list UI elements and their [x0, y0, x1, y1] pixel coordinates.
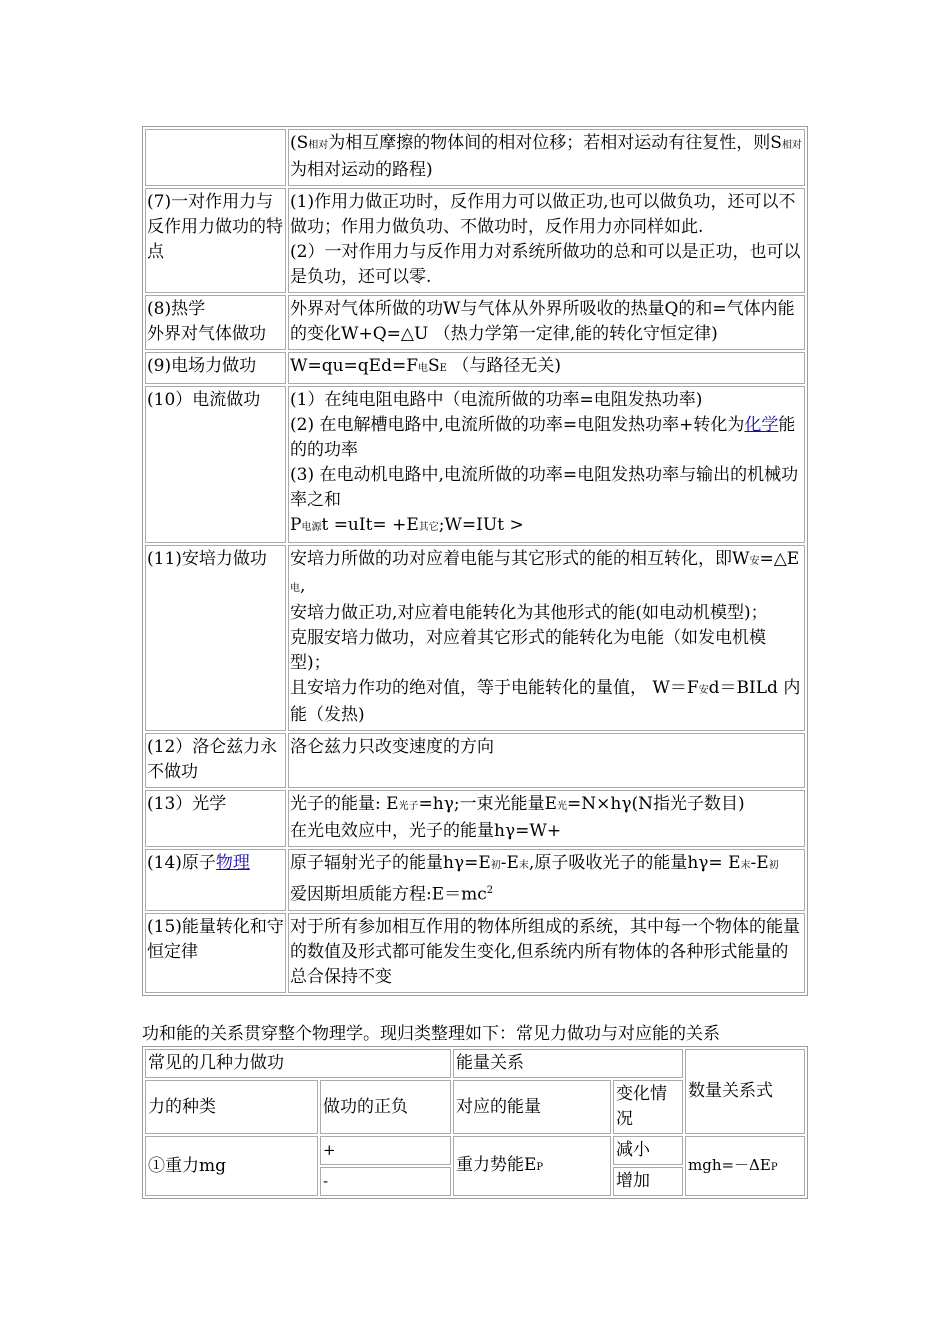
row-label-lorentz: (12）洛仑兹力永不做功 — [145, 733, 286, 788]
change-increase: 增加 — [613, 1167, 683, 1196]
header-energy-relation: 能量关系 — [453, 1049, 683, 1078]
formula-gravity: mgh=－ΔEP — [685, 1136, 805, 1196]
header-common-forces: 常见的几种力做功 — [145, 1049, 451, 1078]
row-label-empty — [145, 129, 286, 186]
energy-conservation-content: 对于所有参加相互作用的物体所组成的系统，其中每一个物体的能量的数值及形式都可能发生变化,但系统内所有物体的各种形式能量的总合保持不变 — [288, 913, 805, 993]
work-energy-table — [142, 126, 808, 996]
physics-link[interactable]: 物理 — [215, 853, 250, 873]
table-row — [145, 386, 805, 543]
intro-paragraph: 功和能的关系贯穿整个物理学。现归类整理如下：常见力做功与对应能的关系 — [142, 1024, 720, 1044]
work-sign-positive: + — [320, 1136, 451, 1165]
atomic-physics-content: 原子辐射光子的能量hγ=E初-E末,原子吸收光子的能量hγ= E末-E初 爱因斯坦质能方程$:E=mc^2$ — [288, 849, 805, 911]
table-header-row — [145, 1049, 805, 1078]
ampere-force-content: 安培力所做的功对应着电能与其它形式的能的相互转化，即W安=△E电, 安培力做正功,对应着电能转化为其他形式的能(如电动机模型)； 克服安培力做功，对应着其它形式的能转化为电能（如发电机模型)； 且安培力作功的绝对值，等于电能转化的量值， W＝F安d＝BILd 内能（发热) — [288, 545, 805, 731]
relative-displacement-note: (S相对为相互摩擦的物体间的相对位移；若相对运动有往复性，则S相对为相对运动的路程) — [288, 129, 805, 186]
table-row — [145, 188, 805, 293]
thermodynamics-content: 外界对气体所做的功W与气体从外界所吸收的热量Q的和=气体内能的变化W+Q=△U （热力学第一定律,能的转化守恒定律) — [288, 295, 805, 350]
table-row — [145, 849, 805, 911]
table-row — [145, 1136, 805, 1165]
table-row — [145, 295, 805, 350]
energy-gravitational-potential: 重力势能EP — [453, 1136, 611, 1196]
row-label-ampere-force: (11)安培力做功 — [145, 545, 286, 731]
row-label-energy-conservation: (15)能量转化和守恒定律 — [145, 913, 286, 993]
chemistry-link[interactable]: 化学 — [744, 415, 779, 435]
change-decrease: 减小 — [613, 1136, 683, 1165]
header-formula: 数量关系式 — [685, 1049, 805, 1134]
header-work-sign: 做功的正负 — [320, 1080, 451, 1134]
work-sign-negative: - — [320, 1167, 451, 1196]
table-row — [145, 352, 805, 384]
table-row — [145, 733, 805, 788]
action-reaction-content: (1)作用力做正功时，反作用力可以做正功,也可以做负功，还可以不做功；作用力做负功、不做功时，反作用力亦同样如此. (2）一对作用力与反作用力对系统所做功的总和可以是正功，也可以是负功，还可以零. — [288, 188, 805, 293]
electric-field-content: W=qu=qEd=F电SE （与路径无关) — [288, 352, 805, 384]
optics-content: 光子的能量: E光子=hγ;一束光能量E光=N×hγ(N指光子数目) 在光电效应中，光子的能量hγ=W+ — [288, 790, 805, 847]
row-label-atomic-physics: (14)原子物理 — [145, 849, 286, 911]
current-content: (1）在纯电阻电路中（电流所做的功率=电阻发热功率) (2) 在电解槽电路中,电流所做的功率=电阻发热功率+转化为化学能的的功率 (3) 在电动机电路中,电流所做的功率=电阻发热功率与输出的机械功率之和 P电源t =uIt= +E其它;W=IUt > — [288, 386, 805, 543]
header-change: 变化情况 — [613, 1080, 683, 1134]
row-label-thermodynamics: (8)热学 外界对气体做功 — [145, 295, 286, 350]
header-force-kind: 力的种类 — [145, 1080, 318, 1134]
table-row — [145, 790, 805, 847]
row-label-action-reaction: (7)一对作用力与反作用力做功的特点 — [145, 188, 286, 293]
lorentz-content: 洛仑兹力只改变速度的方向 — [288, 733, 805, 788]
table-row — [145, 913, 805, 993]
force-kind-gravity: ①重力mg — [145, 1136, 318, 1196]
force-energy-table — [142, 1046, 808, 1199]
row-label-electric-field: (9)电场力做功 — [145, 352, 286, 384]
table-row — [145, 129, 805, 186]
header-corresponding-energy: 对应的能量 — [453, 1080, 611, 1134]
table-row — [145, 545, 805, 731]
row-label-current: (10）电流做功 — [145, 386, 286, 543]
row-label-optics: (13）光学 — [145, 790, 286, 847]
